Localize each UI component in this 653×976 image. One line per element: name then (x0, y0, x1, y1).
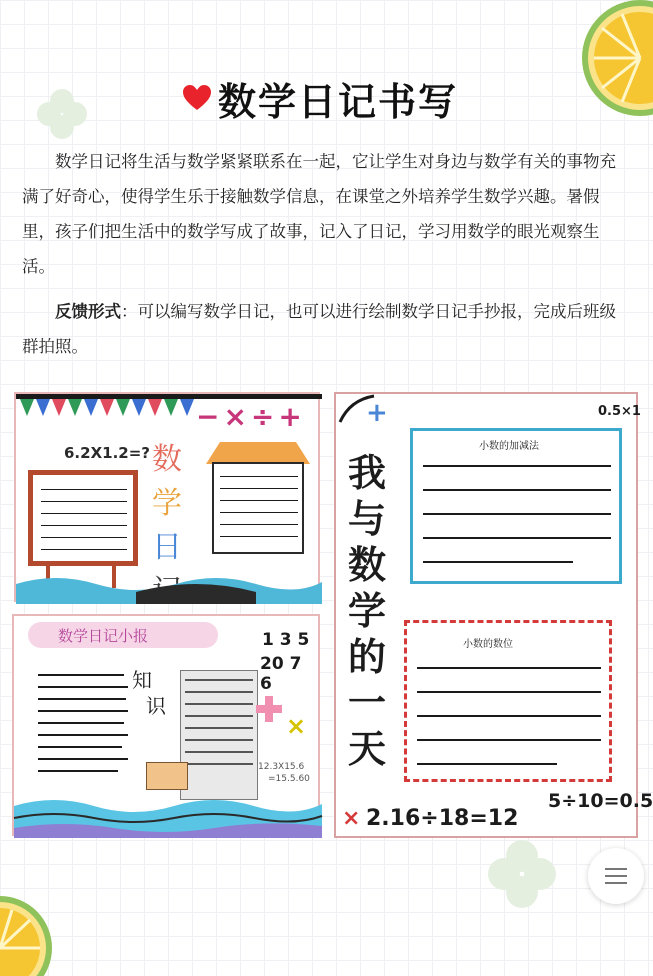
poster1-house-box (212, 462, 304, 554)
poster3-box-decimal-places (404, 620, 612, 782)
poster3-char-1: 我 (348, 451, 387, 495)
poster3-char-4: 学 (348, 589, 387, 633)
poster3-plus-symbol: + (366, 398, 388, 428)
clover-bottom-right (486, 838, 558, 910)
poster3-times-symbol: × (342, 806, 361, 831)
poster2-waves (14, 792, 322, 838)
poster3-box1-title: 小数的加减法 (479, 441, 539, 452)
poster3-box-decimal-add (410, 428, 622, 584)
poster-my-day-with-math (334, 392, 653, 838)
poster1-chalkboard (28, 470, 138, 566)
poster3-equation-right: 5÷10=0.5 (548, 790, 653, 812)
poster2-desk (146, 762, 188, 790)
feedback-text: ：可以编写数学日记，也可以进行绘制数学日记手抄报，完成后班级群拍照。 (22, 302, 616, 356)
poster2-text-block-left (38, 668, 130, 786)
menu-icon (605, 867, 627, 885)
poster3-box2-title: 小数的数位 (463, 639, 513, 650)
poster2-header: 数学日记小报 (58, 627, 149, 645)
poster3-char-5: 的 (348, 635, 387, 679)
poster1-waves (16, 570, 322, 604)
poster2-knowledge-1: 知 (132, 668, 152, 692)
poster3-equation-bottom: 2.16÷18=12 (366, 806, 519, 831)
poster1-symbols: −×÷+ (196, 400, 306, 433)
poster3-char-7: 天 (348, 727, 387, 771)
poster2-calc-result: =15.5.60 (268, 774, 310, 784)
page-title: 数学日记书写 (217, 79, 458, 124)
feedback-paragraph (22, 294, 618, 364)
poster3-char-3: 数 (348, 543, 387, 587)
intro-paragraph (22, 144, 618, 284)
feedback-label: 反馈形式 (55, 302, 121, 321)
intro-text: 数学日记将生活与数学紧紧联系在一起，它让学生对身边与数学有关的事物充满了好奇心，使得学生乐于接触数学信息，在课堂之外培养学生数学兴趣。暑假里，孩子们把生活中的数学写成了故事，记入了日记，学习用数学的眼光观察生活。 (22, 152, 616, 276)
poster3-char-6: 一 (348, 681, 387, 725)
poster1-char-2: 学 (152, 486, 182, 521)
poster3-vertical-title (348, 450, 408, 772)
poster-math-newspaper (12, 614, 320, 836)
poster2-plus-symbol (256, 696, 282, 722)
poster1-equation: 6.2X1.2=? (64, 444, 150, 462)
poster2-text-block-right (180, 670, 258, 800)
poster1-house-roof (206, 442, 310, 464)
poster3-char-2: 与 (348, 497, 387, 541)
lemon-slice-bottom-left (0, 880, 60, 976)
poster3-top-right: 0.5×1 (598, 404, 641, 419)
poster2-times-symbol: × (286, 712, 307, 740)
menu-button[interactable] (588, 848, 644, 904)
poster2-calc: 12.3X15.6 (258, 762, 305, 772)
poster1-char-3: 日 (152, 530, 182, 565)
poster2-knowledge-2: 识 (146, 694, 166, 718)
heart-icon (182, 84, 212, 112)
poster-math-diary (14, 392, 320, 602)
poster2-numbers-bottom: 20 7 6 (260, 654, 302, 694)
title-row (0, 70, 640, 126)
poster2-numbers-top: 1 3 5 (262, 630, 310, 650)
poster1-char-1: 数 (152, 442, 182, 477)
